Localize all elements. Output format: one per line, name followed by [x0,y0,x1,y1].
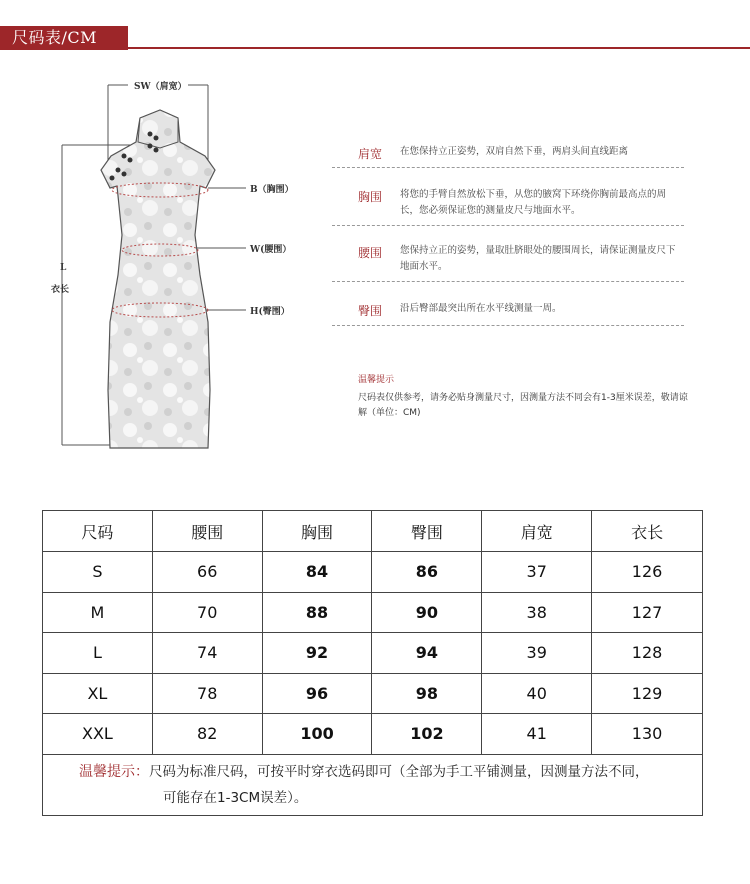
note-shoulder [332,130,684,168]
cell-chest: 92 [262,633,372,674]
cell-waist: 82 [152,714,262,755]
cell-chest: 96 [262,673,372,714]
cell-shoulder: 38 [482,592,592,633]
cell-hip: 98 [372,673,482,714]
tips-title: 温馨提示 [358,375,395,385]
qipao-dress-drawing [0,60,330,460]
cell-length: 127 [592,592,703,633]
header-size: 尺码 [43,511,153,552]
cell-size: XL [43,673,153,714]
note-desc: 沿后臀部最突出所在水平线测量一周。 [400,303,562,314]
cell-waist: 70 [152,592,262,633]
header-rule [128,47,750,49]
header-chest: 胸围 [262,511,372,552]
table-header-row [43,511,703,552]
note-label: 胸围 [358,190,383,204]
table-row [43,714,703,755]
header-length: 衣长 [592,511,703,552]
table-footer-row [43,754,703,815]
w-annotation: W(腰围） [250,245,292,255]
cell-length: 129 [592,673,703,714]
cell-shoulder: 39 [482,633,592,674]
table-row [43,673,703,714]
cell-shoulder: 37 [482,552,592,593]
header-hip: 臀围 [372,511,482,552]
size-table [42,510,703,816]
cell-length: 126 [592,552,703,593]
note-desc: 您保持立正的姿势，量取肚脐眼处的腰围周长，请保证测量皮尺下地面水平。 [400,245,676,272]
note-desc: 将您的手臂自然放松下垂，从您的腋窝下环绕你胸前最高点的周长，您必须保证您的测量皮尺与地面水平。 [400,189,667,216]
header-waist: 腰围 [152,511,262,552]
footer-tip-text-2: 可能存在1-3CM误差）。 [163,789,308,806]
table-footer-note [43,754,703,815]
note-label: 臀围 [358,304,383,318]
cell-size: L [43,633,153,674]
note-label: 腰围 [358,246,383,260]
footer-tip-text-1: 尺码为标准尺码，可按平时穿衣选码即可（全部为手工平铺测量，因测量方法不同， [149,763,649,780]
table-row [43,592,703,633]
note-desc: 在您保持立正姿势，双肩自然下垂，两肩头间直线距离 [400,146,629,157]
note-chest [332,168,684,226]
cell-hip: 86 [372,552,482,593]
cell-shoulder: 40 [482,673,592,714]
cell-waist: 66 [152,552,262,593]
cell-size: S [43,552,153,593]
dress-illustration [0,60,330,460]
table-row [43,552,703,593]
cell-chest: 100 [262,714,372,755]
table-row [43,633,703,674]
h-annotation: H(臀围） [250,307,290,317]
note-hip [332,282,684,326]
cell-hip: 102 [372,714,482,755]
sw-annotation: SW（肩宽） [134,82,187,92]
note-label: 肩宽 [358,147,383,161]
measurement-tips [358,372,688,421]
cell-waist: 74 [152,633,262,674]
cell-length: 128 [592,633,703,674]
cell-chest: 88 [262,592,372,633]
cell-size: XXL [43,714,153,755]
note-waist [332,226,684,282]
cell-size: M [43,592,153,633]
cell-waist: 78 [152,673,262,714]
footer-tip-label: 温馨提示： [79,763,149,780]
cell-chest: 84 [262,552,372,593]
page-header [0,0,750,60]
cell-shoulder: 41 [482,714,592,755]
l-annotation: L [60,263,67,273]
l-name-annotation: 衣长 [51,285,70,295]
tips-body: 尺码表仅供参考，请务必贴身测量尺寸，因测量方法不同会有1-3厘米误差，敬请谅解（单位：CM) [358,393,688,418]
header-shoulder: 肩宽 [482,511,592,552]
cell-hip: 94 [372,633,482,674]
cell-length: 130 [592,714,703,755]
cell-hip: 90 [372,592,482,633]
page-title: 尺码表/CM [0,26,128,50]
b-annotation: B（胸围） [250,185,294,195]
